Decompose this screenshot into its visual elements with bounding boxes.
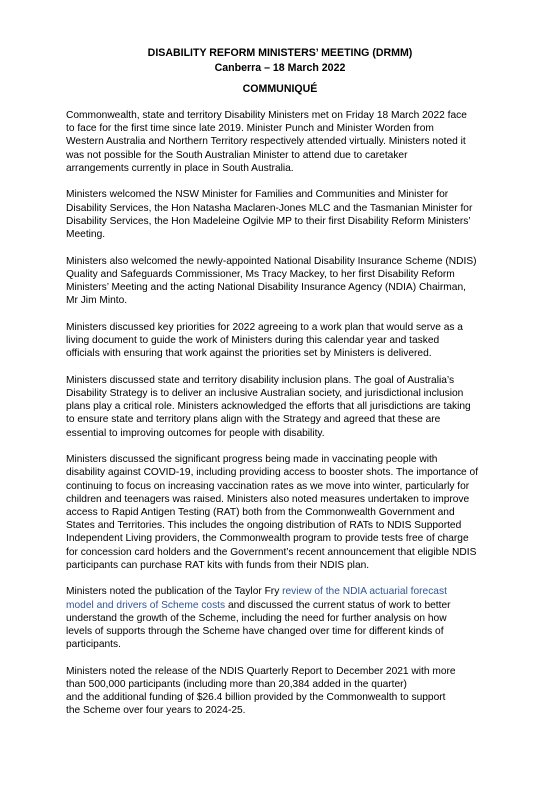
text-line: children and teenagers was raised. Ministers also noted measures undertaken to improve [66,493,470,505]
text-line: disability against COVID-19, including providing access to booster shots. The importance of [66,467,479,479]
text-line: the Scheme over four years to 2024-25. [66,705,246,717]
text-line: and the additional funding of $26.4 billion provided by the Commonwealth to support [66,692,446,704]
text-line: Ministers’ Meeting and the acting National Disability Insurance Agency (NDIA) Chairman, [66,282,466,294]
taylor-fry-review-link-continued[interactable]: model and drivers of Scheme costs [66,599,226,611]
text-run: Ministers noted the publication of the Taylor Fry [66,586,283,598]
paragraph-quarterly-report [66,665,502,718]
paragraph-priorities [66,321,502,361]
taylor-fry-review-link[interactable]: review of the NDIA actuarial forecast [282,586,447,598]
text-line: Disability Strategy is to deliver an inclusive Australian society, and jurisdictional inclusion [66,388,464,400]
text-line: arrangements currently in place in South Australia. [66,162,294,174]
text-line: Meeting. [66,229,106,241]
text-line: officials with ensuring that work against the priorities set by Ministers is delivered. [66,348,432,360]
text-line: Western Australia and Northern Territory respectively attended virtually. Ministers noted it [66,136,466,148]
paragraph-attendance [66,109,502,175]
paragraph-covid [66,453,502,572]
text-line: States and Territories. This includes the ongoing distribution of RATs to NDIS Supported [66,520,462,532]
meeting-location-date: Canberra – 18 March 2022 [214,62,346,74]
text-line: Ministers also welcomed the newly-appointed National Disability Insurance Scheme (NDIS) [66,255,477,267]
text-line: continuing to focus on increasing vaccination rates as we move into winter, particularly for [66,480,470,492]
text-line: plans play a critical role. Ministers acknowledged the efforts that all jurisdictions are taking [66,401,471,413]
text-line: to ensure state and territory plans align with the Strategy and agreed that these are [66,414,441,426]
text-line [66,585,502,598]
text-line: essential to improving outcomes for people with disability. [66,427,325,439]
meeting-title: DISABILITY REFORM MINISTERS’ MEETING (DRMM) [147,47,413,59]
text-line: Ministers welcomed the NSW Minister for Families and Communities and Minister for [66,189,449,201]
text-line: Disability Services, the Hon Madeleine Ogilvie MP to their first Disability Reform Ministers’ [66,215,471,227]
paragraph-commissioner [66,255,502,308]
text-line: Commonwealth, state and territory Disability Ministers met on Friday 18 March 2022 face [66,110,467,121]
text-line: to face for the first time since late 2019. Minister Punch and Minister Worden from [66,123,434,135]
text-line: understand the growth of the Scheme, including the need for further analysis on how [66,612,447,624]
paragraph-taylor-fry [66,585,502,651]
text-line: Disability Services, the Hon Natasha Maclaren-Jones MLC and the Tasmanian Minister for [66,202,473,214]
text-line [66,599,502,612]
paragraph-inclusion-plans [66,374,502,440]
text-line: Ministers noted the release of the NDIS Quarterly Report to December 2021 with more [66,665,456,677]
document-header [0,46,560,76]
text-line: access to Rapid Antigen Testing (RAT) both from the Commonwealth Government and [66,507,455,519]
text-line: was not possible for the South Australian Minister to attend due to caretaker [66,149,408,161]
text-line: Quality and Safeguards Commissioner, Ms Tracy Mackey, to her first Disability Reform [66,268,455,280]
communique-heading: COMMUNIQUÉ [242,83,318,95]
text-line: living document to guide the work of Ministers during this calendar year and tasked [66,335,440,347]
text-line: Ministers discussed key priorities for 2022 agreeing to a work plan that would serve as a [66,321,463,333]
text-line: levels of supports through the Scheme have changed over time for different kinds of [66,626,444,638]
text-line: for concession card holders and the Government’s recent announcement that eligible NDIS [66,546,477,558]
text-line: than 500,000 participants (including more than 20,384 added in the quarter) [66,679,407,691]
text-line: Independent Living providers, the Commonwealth program to provide tests free of charge [66,533,469,545]
paragraph-new-ministers [66,188,502,241]
text-line: Mr Jim Minto. [66,295,128,307]
text-line: participants. [66,639,121,651]
text-line: Ministers discussed state and territory disability inclusion plans. The goal of Australia’s [66,374,455,386]
document-body [66,109,502,731]
text-run: and discussed the current status of work to better [225,599,451,611]
text-line: participants can purchase RAT kits with funds from their NDIS plan. [66,559,370,571]
text-line: Ministers discussed the significant progress being made in vaccinating people with [66,454,438,466]
